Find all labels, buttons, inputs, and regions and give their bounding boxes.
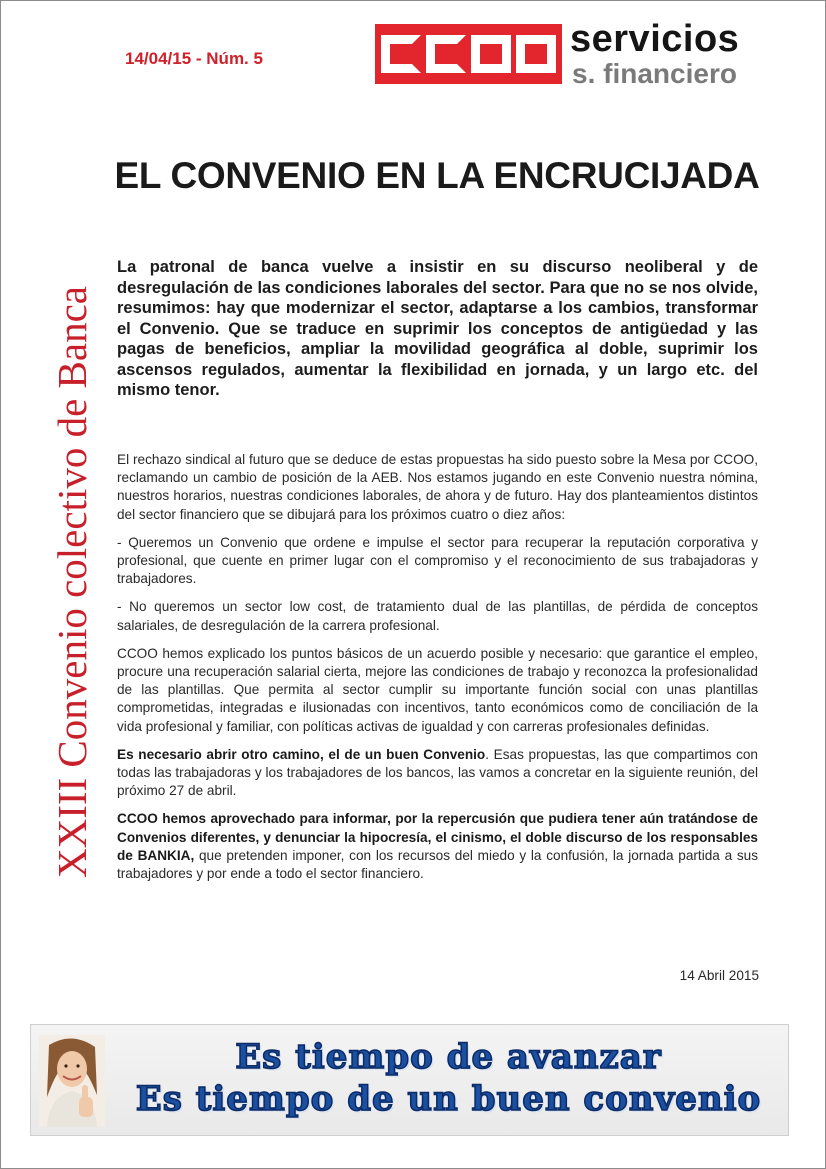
body-paragraph: - Queremos un Convenio que ordene e impulse el sector para recuperar la reputación corporativa y profesional, que cuente en primer lugar con el compromiso y el reconocimiento de sus trabajadoras y trabajadores. bbox=[117, 534, 758, 587]
body-paragraph: CCOO hemos explicado los puntos básicos de un acuerdo posible y necesario: que garantice el empleo, procure una recuperación salarial cierta, mejore las condiciones de trabajo y reconozca la profesionalidad de las plantillas. Que permita al sector cumplir su importante función social con unas plantillas comprometidas, integradas e ilusionadas con incentivos, tanto económicos como de conciliación de la vida profesional y familiar, con políticas activas de igualdad y con carreras profesionales definidas. bbox=[117, 645, 758, 734]
logo-letter-o bbox=[471, 35, 511, 73]
intro-paragraph: La patronal de banca vuelve a insistir en su discurso neoliberal y de desregulación de las condiciones laborales del sector. Para que no se nos olvide, resumimos: hay que modernizar el sector, adaptarse a los cambios, transformar el Convenio. Que se traduce en suprimir los conceptos de antigüedad y las pagas de beneficios, ampliar la movilidad geográfica al doble, suprimir los ascensos regulados, aumentar la flexibilidad en jornada, y un largo etc. del mismo tenor. bbox=[117, 258, 758, 399]
banner-slogan-2: Es tiempo de un buen convenio bbox=[135, 1079, 762, 1119]
campaign-banner bbox=[30, 1024, 789, 1136]
body-text: . Esas propuestas, las que compartimos con todas las trabajadoras y los trabajadores de los bancos, las vamos a concretar en la siguiente reunión, del próximo 27 de abril. bbox=[117, 746, 758, 799]
logo-letter-c bbox=[381, 35, 421, 73]
body-paragraph bbox=[117, 746, 758, 801]
brand-title: servicios bbox=[570, 18, 740, 60]
banner-slogan-1: Es tiempo de avanzar bbox=[235, 1037, 662, 1077]
issue-number: 14/04/15 - Núm. 5 bbox=[125, 49, 263, 68]
logo-letter-o bbox=[516, 35, 556, 73]
logo-letter-c bbox=[426, 35, 466, 73]
body-emphasis: Es necesario abrir otro camino, el de un buen Convenio bbox=[117, 746, 486, 762]
brand-subtitle: s. financiero bbox=[572, 58, 737, 89]
article-body bbox=[117, 451, 758, 893]
body-emphasis: CCOO hemos aprovechado para informar, por la repercusión que pudiera tener aún tratándose de Convenios diferentes, y denunciar la hipocresía, el cinismo, el doble discurso de los responsables de BANKIA, bbox=[117, 811, 758, 863]
side-title bbox=[50, 252, 95, 912]
person-thumbs-up-icon bbox=[39, 1035, 105, 1127]
body-paragraph: - No queremos un sector low cost, de tratamiento dual de las plantillas, de pérdida de conceptos salariales, de desregulación de la carrera profesional. bbox=[117, 599, 758, 633]
side-title-text: XXIII Convenio colectivo de Banca bbox=[49, 285, 96, 879]
body-text: que pretenden imponer, con los recursos del miedo y la confusión, la jornada partida a sus trabajadores y por ende a todo el sector financiero. bbox=[117, 847, 759, 882]
page-title: EL CONVENIO EN LA ENCRUCIJADA bbox=[114, 155, 760, 196]
body-paragraph: El rechazo sindical al futuro que se deduce de estas propuestas ha sido puesto sobre la Mesa por CCOO, reclamando un cambio de posición de la AEB. Nos estamos jugando en este Convenio nuestra nómina, nuestros horarios, nuestras condiciones laborales, de ahora y de futuro. Hay dos planteamientos distintos del sector financiero que se dibujará para los próximos cuatro o diez años: bbox=[117, 452, 758, 522]
ccoo-logo bbox=[375, 24, 562, 84]
body-paragraph bbox=[117, 810, 758, 883]
document-date: 14 Abril 2015 bbox=[679, 968, 759, 983]
